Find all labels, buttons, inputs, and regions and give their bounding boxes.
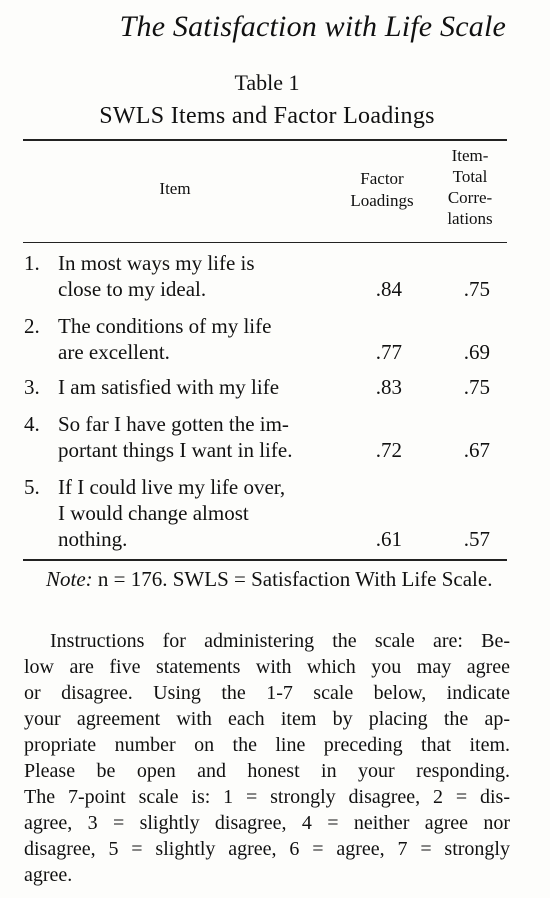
item-text-line: close to my ideal.: [58, 277, 207, 301]
header-line: Total: [452, 167, 488, 186]
instructions-line: Please be open and honest in your responding.: [24, 760, 510, 782]
item-total-correlation: .69: [463, 340, 490, 364]
header-line: Corre-: [447, 188, 493, 207]
table-caption: SWLS Items and Factor Loadings: [99, 103, 435, 129]
item-number: 5.: [24, 475, 40, 499]
item-text-line: portant things I want in life.: [58, 438, 293, 462]
item-text: [58, 474, 348, 552]
table-bottom-rule: [23, 559, 507, 561]
column-header-factor-loadings: [332, 168, 432, 212]
header-line: lations: [447, 209, 493, 228]
instructions-line: your agreement with each item by placing the ap-: [24, 708, 510, 730]
item-number: 3.: [24, 375, 40, 399]
factor-loading: .61: [375, 527, 402, 551]
item-text-line: nothing.: [58, 527, 128, 551]
item-text-line: I would change almost: [58, 501, 249, 525]
factor-loading: .83: [375, 375, 402, 399]
item-number: 4.: [24, 412, 40, 436]
item-text: [58, 313, 348, 365]
header-line: Factor: [360, 169, 404, 188]
instructions-line: or disagree. Using the 1-7 scale below, indicate: [24, 682, 510, 704]
item-number: 2.: [24, 314, 40, 338]
factor-loading: .72: [375, 438, 402, 462]
item-total-correlation: .75: [463, 375, 490, 399]
instructions-line: disagree, 5 = slightly agree, 6 = agree, 7 = strongly: [24, 838, 510, 860]
header-line: Item-: [451, 146, 489, 165]
item-total-correlation: .57: [463, 527, 490, 551]
item-text: [58, 250, 348, 302]
item-text-line: If I could live my life over,: [58, 475, 286, 499]
instructions-line: agree.: [24, 864, 73, 886]
item-text-line: So far I have gotten the im-: [58, 412, 289, 436]
item-text-line: The conditions of my life: [58, 314, 272, 338]
instructions-line: propriate number on the line preceding that item.: [24, 734, 510, 756]
instructions-line: The 7-point scale is: 1 = strongly disagree, 2 = dis-: [24, 786, 510, 808]
item-text: [58, 374, 348, 400]
instructions-line: Instructions for administering the scale are: Be-: [50, 630, 510, 652]
running-head: The Satisfaction with Life Scale: [119, 10, 506, 43]
item-text-line: In most ways my life is: [58, 251, 255, 275]
header-line: Loadings: [350, 191, 414, 210]
item-number: 1.: [24, 251, 40, 275]
note-text: n = 176. SWLS = Satisfaction With Life Scale.: [92, 567, 493, 591]
instructions-paragraph: [24, 628, 510, 888]
factor-loading: .77: [375, 340, 402, 364]
instructions-line: low are five statements with which you may agree: [24, 656, 510, 678]
note-lead: Note:: [46, 567, 93, 591]
table-number: Table 1: [234, 70, 300, 95]
table-header-rule: [23, 242, 507, 243]
table-note: [24, 566, 510, 592]
item-text-line: I am satisfied with my life: [58, 375, 280, 399]
factor-loading: .84: [375, 277, 402, 301]
table-top-rule: [23, 139, 507, 141]
column-header-item: Item: [159, 179, 191, 198]
column-header-item-total-correlations: [430, 145, 510, 229]
item-total-correlation: .67: [463, 438, 490, 462]
instructions-line: agree, 3 = slightly disagree, 4 = neither agree nor: [24, 812, 510, 834]
item-text-line: are excellent.: [58, 340, 170, 364]
item-text: [58, 411, 348, 463]
item-total-correlation: .75: [463, 277, 490, 301]
